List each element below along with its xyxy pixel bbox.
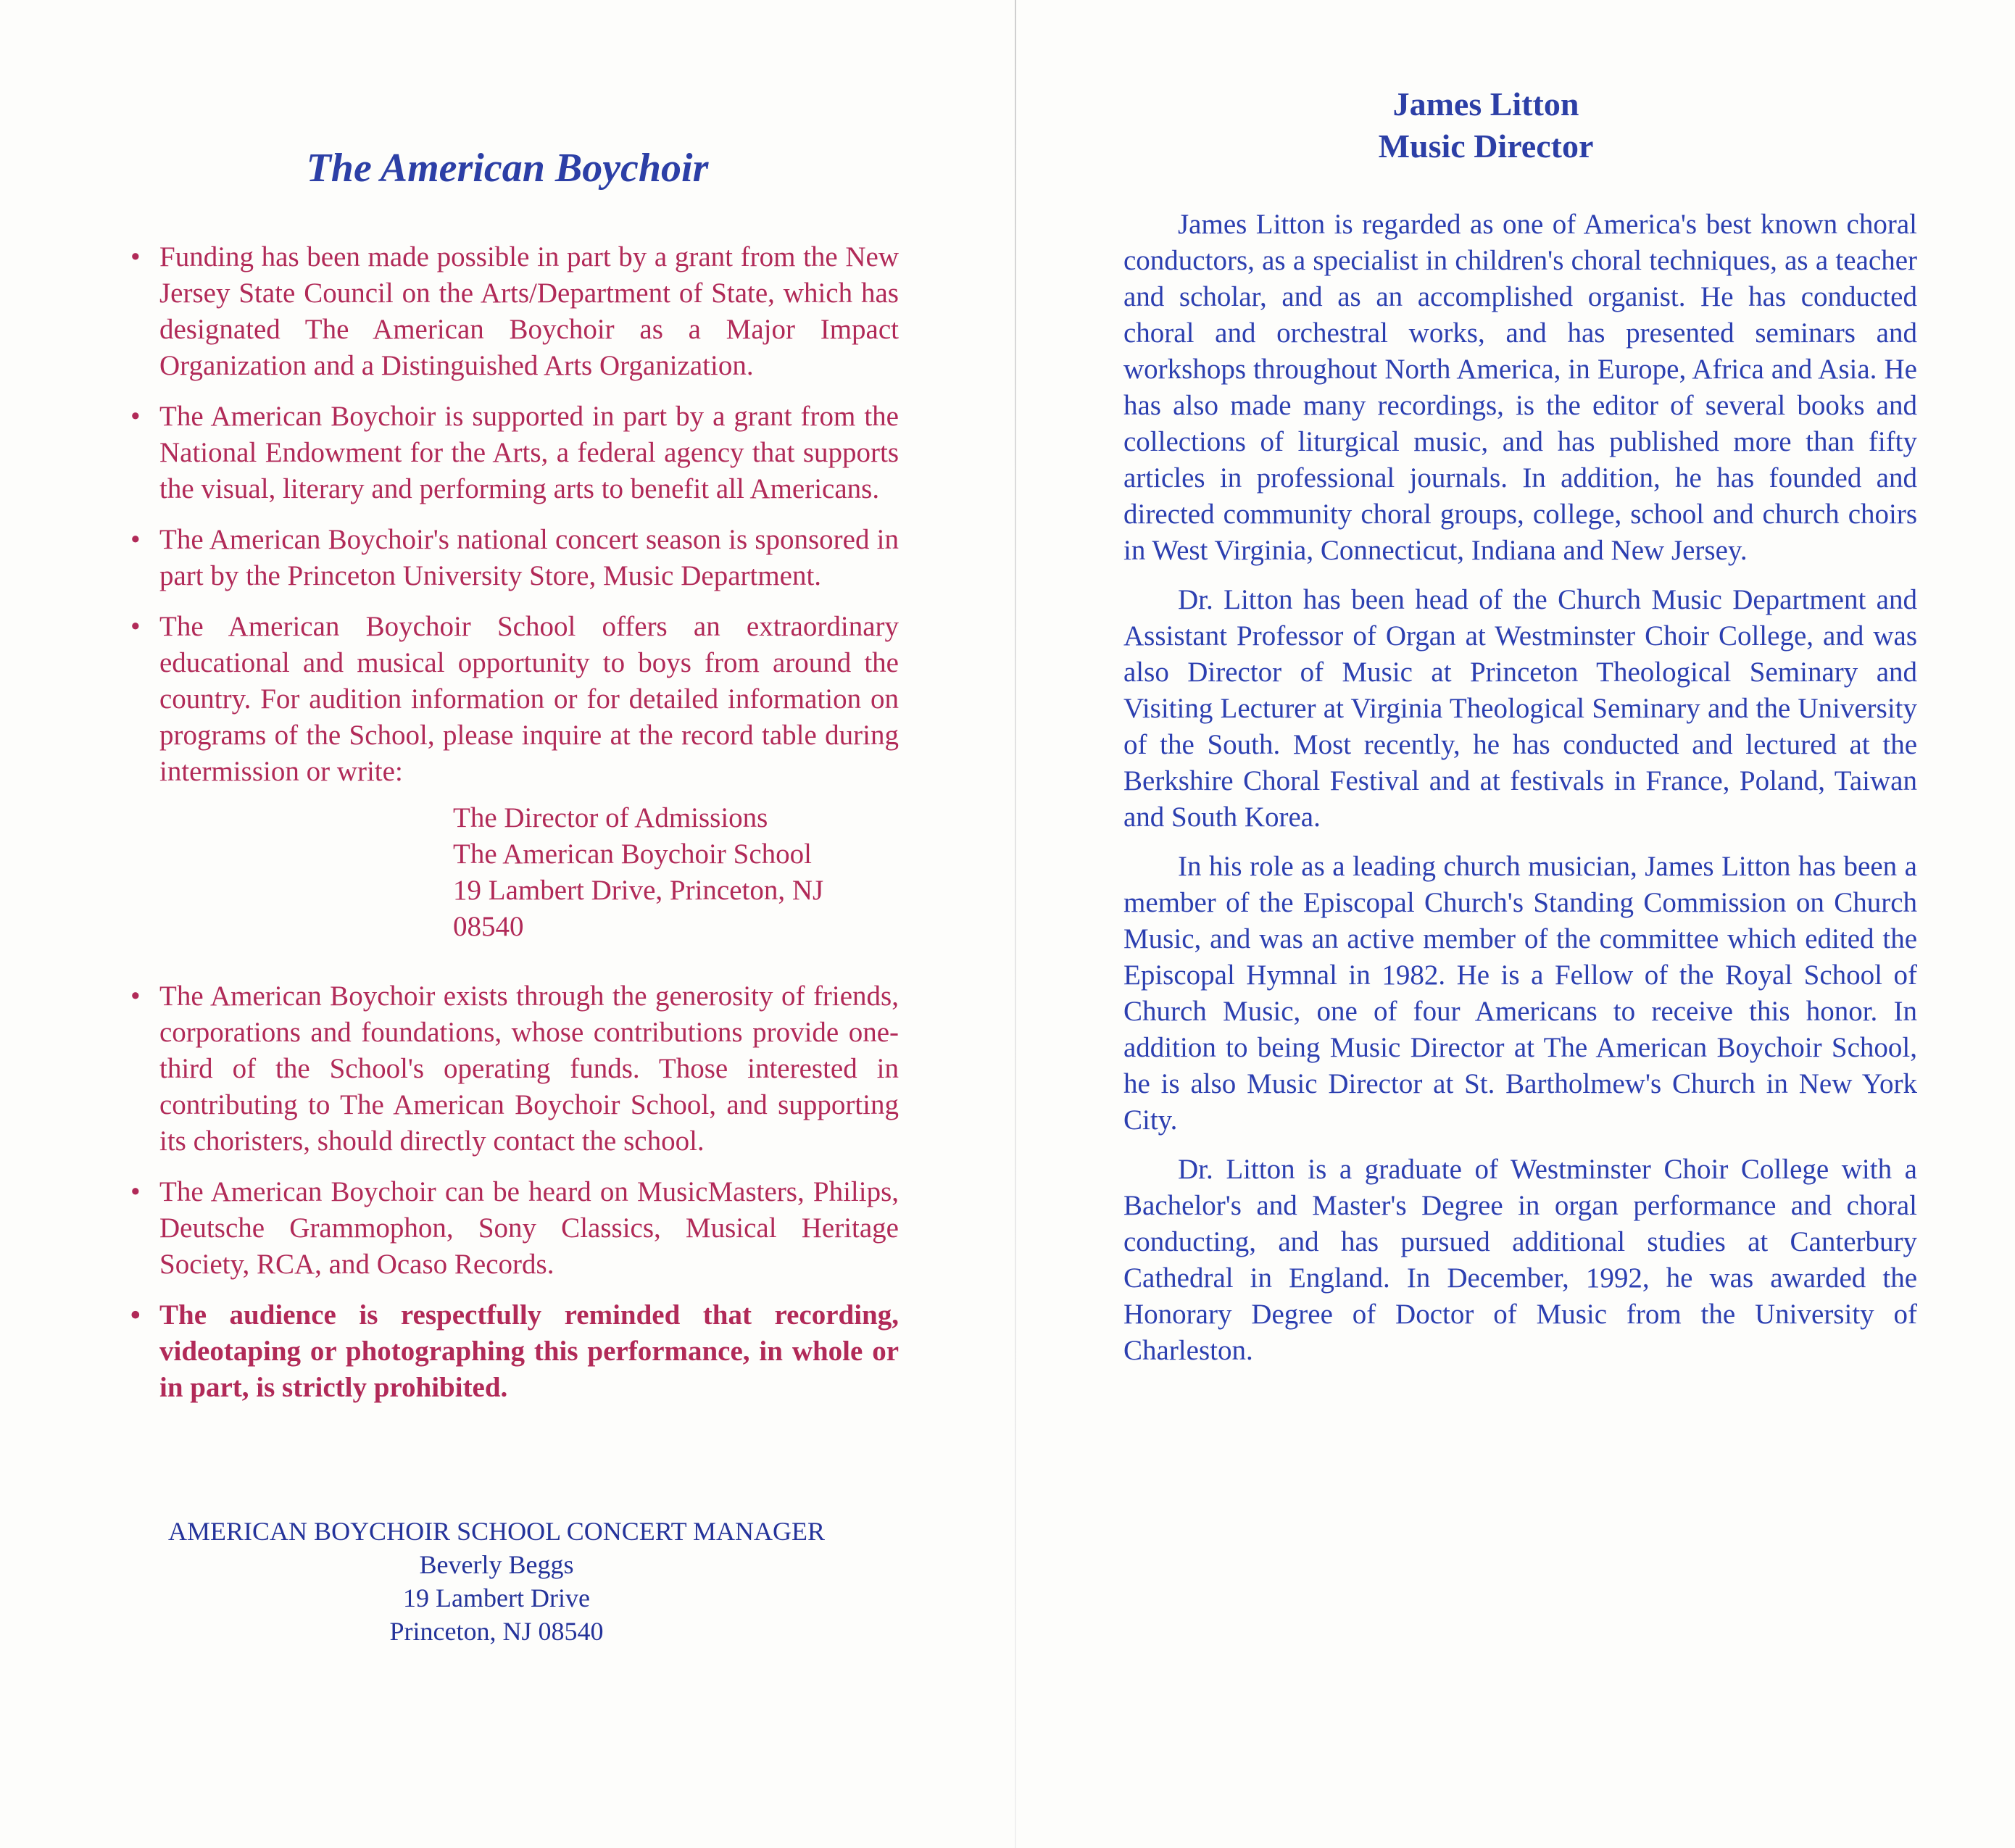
bio-paragraph: James Litton is regarded as one of America's best known choral conductors, as a specialist in children's choral techniques, as a teacher and scholar, and as an accomplished organist. He has conducted choral and orchestral works, and has presented seminars and workshops throughout North America, in Europe, Africa and Asia. He has also made many recordings, is the editor of several books and collections of liturgical music, and has published more than fifty articles in professional journals. In addition, he has founded and directed community choral groups, college, school and church choirs in West Virginia, Connecticut, Indiana and New Jersey. <box>1123 209 1917 566</box>
bullet-text: The American Boychoir can be heard on MusicMasters, Philips, Deutsche Grammophon, Sony Classics, Musical Heritage Society, RCA, and Ocaso Records. <box>159 1176 899 1280</box>
bullet-text: The American Boychoir's national concert season is sponsored in part by the Princeton University Store, Music Department. <box>159 524 899 591</box>
bio-paragraph: Dr. Litton is a graduate of Westminster Choir College with a Bachelor's and Master's Degree in organ performance and choral conducting, and has pursued additional studies at Canterbury Cathedral in England. In December, 1992, he was awarded the Honorary Degree of Doctor of Music from the University of Charleston. <box>1123 1154 1917 1366</box>
bullet-icon: • <box>130 981 141 1012</box>
bullet-item-season-sponsor <box>130 522 899 594</box>
bullet-icon: • <box>130 611 141 642</box>
bullet-text: The American Boychoir exists through the generosity of friends, corporations and foundations, whose contributions provide one-third of the School's operating funds. Those interested in contributing to The American Boychoir School, and supporting its choristers, should directly contact the school. <box>159 981 899 1157</box>
bio-paragraph: Dr. Litton has been head of the Church Music Department and Assistant Professor of Organ at Westminster Choir College, and was also Director of Music at Princeton Theological Seminary and Visiting Lecturer at Virginia Theological Seminary and the University of the South. Most recently, he has conducted and lectured at the Berkshire Choral Festival and at festivals in France, Poland, Taiwan and South Korea. <box>1123 584 1917 833</box>
bio-heading <box>1015 83 1957 167</box>
page-fold-divider <box>1015 0 1016 1848</box>
admissions-address <box>159 800 899 945</box>
bio-role: Music Director <box>1378 128 1594 165</box>
address-line: 19 Lambert Drive, Princeton, NJ 08540 <box>453 875 824 942</box>
bullet-icon: • <box>130 1176 141 1207</box>
info-bullet-list <box>130 239 899 1420</box>
bullet-text: The American Boychoir is supported in part by a grant from the National Endowment for the Arts, a federal agency that supports the visual, literary and performing arts to benefit all Americans. <box>159 401 899 504</box>
bio-body <box>1123 207 1917 1382</box>
bio-name: James Litton <box>1392 86 1579 122</box>
bullet-item-school-audition <box>130 609 899 945</box>
bullet-icon: • <box>130 401 141 432</box>
bullet-item-recording-notice <box>130 1297 899 1406</box>
concert-manager-block <box>0 1515 993 1648</box>
address-line: The American Boychoir School <box>453 838 812 870</box>
address-line: The Director of Admissions <box>453 802 768 833</box>
bullet-icon: • <box>130 241 141 272</box>
bullet-item-recordings <box>130 1174 899 1283</box>
bullet-item-nea <box>130 399 899 507</box>
concert-manager-city: Princeton, NJ 08540 <box>389 1617 604 1646</box>
bullet-text: Funding has been made possible in part by a grant from the New Jersey State Council on the Arts/Department of State, which has designated The American Boychoir as a Major Impact Organization and a Distinguished Arts Organization. <box>159 241 899 381</box>
bio-paragraph: In his role as a leading church musician, James Litton has been a member of the Episcopal Church's Standing Commission on Church Music, and was an active member of the committee which edited the Episcopal Hymnal in 1982. He is a Fellow of the Royal School of Church Music, one of four Americans to receive this honor. In addition to being Music Director at The American Boychoir School, he is also Music Director at St. Bartholmew's Church in New York City. <box>1123 851 1917 1136</box>
bullet-item-contributions <box>130 978 899 1160</box>
bullet-icon: • <box>130 1299 141 1331</box>
bullet-text: The audience is respectfully reminded that recording, videotaping or photographing this performance, in whole or in part, is strictly prohibited. <box>159 1299 899 1403</box>
bullet-icon: • <box>130 524 141 555</box>
concert-manager-name: Beverly Beggs <box>419 1550 574 1579</box>
page-title: The American Boychoir <box>306 146 709 191</box>
bullet-item-funding <box>130 239 899 384</box>
concert-manager-heading: AMERICAN BOYCHOIR SCHOOL CONCERT MANAGER <box>168 1517 825 1546</box>
bullet-text: The American Boychoir School offers an extraordinary educational and musical opportunity to boys from around the country. For audition information or for detailed information on programs of the School, please inquire at the record table during intermission or write: <box>159 611 899 787</box>
concert-manager-street: 19 Lambert Drive <box>403 1583 590 1612</box>
